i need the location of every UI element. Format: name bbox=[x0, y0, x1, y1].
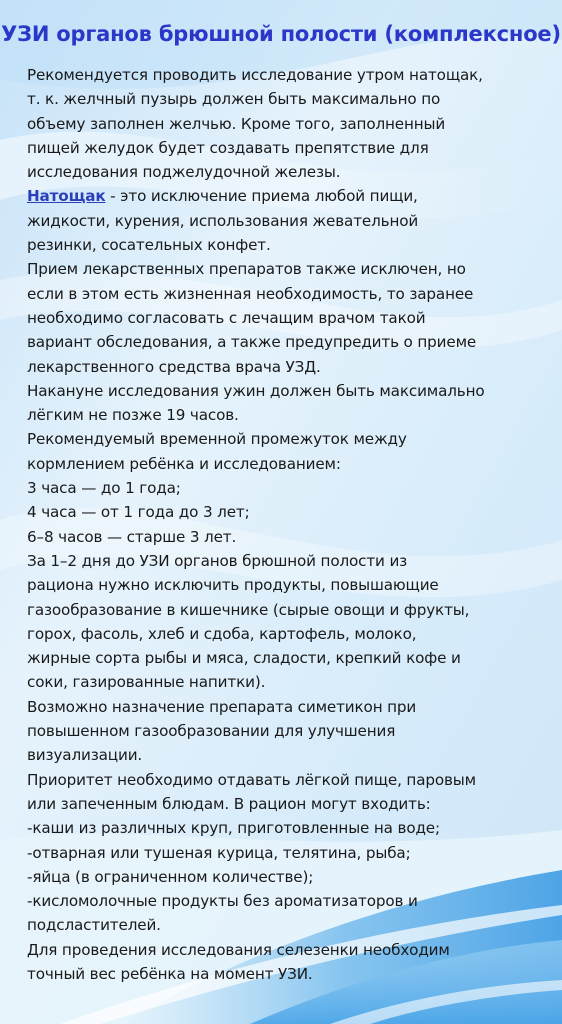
text-line: т. к. желчный пузырь должен быть максимально по bbox=[27, 90, 441, 109]
text-line: Прием лекарственных препаратов также исключен, но bbox=[27, 260, 466, 279]
natoshchak-line bbox=[27, 184, 547, 208]
natoshchak-link[interactable]: Натощак bbox=[27, 187, 106, 206]
text-line: Приоритет необходимо отдавать лёгкой пище, паровым bbox=[27, 770, 476, 789]
text-line: подсластителей. bbox=[27, 916, 161, 935]
text-line: визуализации. bbox=[27, 746, 143, 765]
text-line: кормлением ребёнка и исследованием: bbox=[27, 454, 341, 473]
text-line: -отварная или тушеная курица, телятина, рыба; bbox=[27, 843, 411, 862]
document-body bbox=[27, 63, 547, 986]
text-line: газообразование в кишечнике (сырые овощи и фрукты, bbox=[27, 600, 470, 619]
text-line: За 1–2 дня до УЗИ органов брюшной полости из bbox=[27, 551, 408, 570]
text-line: -яйца (в ограниченном количестве); bbox=[27, 867, 314, 886]
text-line: исследования поджелудочной железы. bbox=[27, 163, 341, 182]
text-line: Для проведения исследования селезенки необходим bbox=[27, 940, 450, 959]
text-line: 6–8 часов — старше 3 лет. bbox=[27, 527, 237, 546]
text-line: пищей желудок будет создавать препятствие для bbox=[27, 138, 429, 157]
text-line: повышенном газообразовании для улучшения bbox=[27, 722, 396, 741]
text-line: необходимо согласовать с лечащим врачом такой bbox=[27, 308, 426, 327]
text-line: -каши из различных круп, приготовленные на воде; bbox=[27, 819, 440, 838]
text-line: вариант обследования, а также предупредить о приеме bbox=[27, 333, 477, 352]
text-line: жидкости, курения, использования жевательной bbox=[27, 211, 419, 230]
text-line: лекарственного средства врача УЗД. bbox=[27, 357, 321, 376]
text-line: резинки, сосательных конфет. bbox=[27, 236, 271, 255]
natoshchak-definition: - это исключение приема любой пищи, bbox=[105, 187, 418, 206]
text-line: 3 часа — до 1 года; bbox=[27, 479, 181, 498]
text-line: -кисломолочные продукты без ароматизаторов и bbox=[27, 892, 418, 911]
text-line: или запеченным блюдам. В рацион могут входить: bbox=[27, 794, 431, 813]
text-line: объему заполнен желчью. Кроме того, заполненный bbox=[27, 114, 446, 133]
text-line: точный вес ребёнка на момент УЗИ. bbox=[27, 964, 313, 983]
text-line: если в этом есть жизненная необходимость, то заранее bbox=[27, 284, 474, 303]
text-line: 4 часа — от 1 года до 3 лет; bbox=[27, 503, 250, 522]
text-line: горох, фасоль, хлеб и сдоба, картофель, молоко, bbox=[27, 624, 417, 643]
text-line: рациона нужно исключить продукты, повышающие bbox=[27, 576, 439, 595]
text-line: лёгким не позже 19 часов. bbox=[27, 406, 239, 425]
text-line: Возможно назначение препарата симетикон при bbox=[27, 697, 417, 716]
text-line: Рекомендуется проводить исследование утром натощак, bbox=[27, 66, 483, 84]
text-line: Накануне исследования ужин должен быть максимально bbox=[27, 381, 485, 400]
text-line: жирные сорта рыбы и мяса, сладости, крепкий кофе и bbox=[27, 649, 461, 668]
page-title: УЗИ органов брюшной полости (комплексное) bbox=[1, 22, 561, 46]
text-line: Рекомендуемый временной промежуток между bbox=[27, 430, 407, 449]
text-line: соки, газированные напитки). bbox=[27, 673, 266, 692]
